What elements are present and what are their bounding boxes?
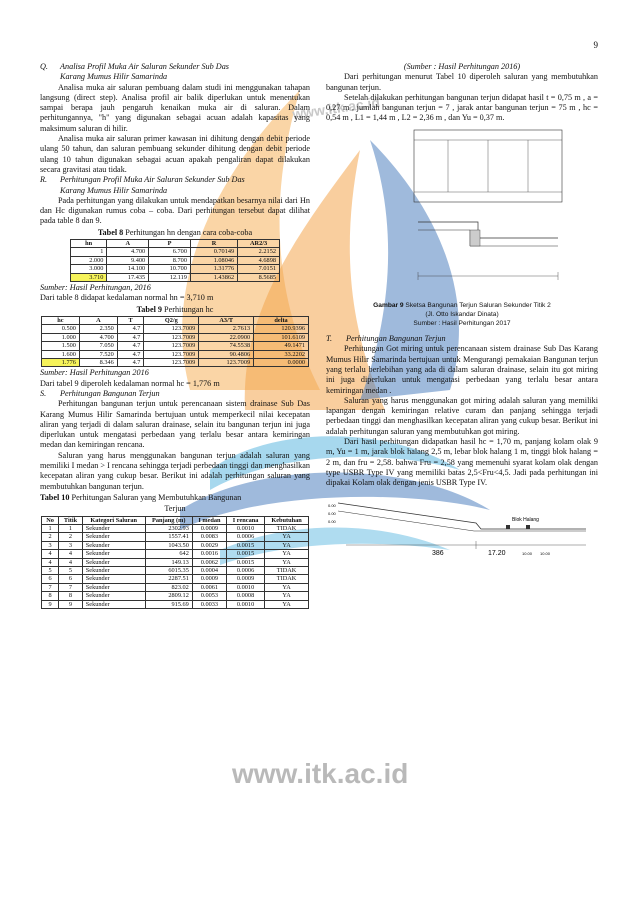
table-cell: 2 (42, 533, 59, 541)
table-cell: 123.7009 (144, 359, 199, 367)
table10-caption-line2: Terjun (164, 504, 186, 514)
right-column (326, 62, 598, 568)
header-cell: Kategori Saluran (82, 516, 145, 524)
table-cell: 0.0004 (192, 567, 226, 575)
figure9-caption-line2: (Jl. Otto Iskandar Dinata) (425, 311, 499, 319)
header-cell: P (149, 240, 191, 248)
table-row (42, 342, 309, 350)
table-cell: 823.02 (145, 583, 192, 591)
caption-text: Perhitungan Saluran yang Membutuhkan Bangunan (69, 492, 242, 502)
table-row (42, 600, 309, 608)
table-cell: 0.0009 (227, 575, 265, 583)
table-cell: YA (265, 600, 309, 608)
table-cell: Sekunder (82, 575, 145, 583)
table-cell: Sekunder (82, 592, 145, 600)
table-row (71, 265, 280, 273)
blok-halang-label: Blok Halang (512, 516, 539, 523)
section-title-cont: Karang Mumus Hilir Samarinda (60, 185, 168, 195)
table-header-row (42, 316, 309, 324)
table-cell: 2.2152 (238, 248, 280, 256)
table-cell: 4.7 (117, 359, 144, 367)
table-cell: Sekunder (82, 550, 145, 558)
table-cell: 10.700 (149, 265, 191, 273)
table-row (71, 273, 280, 281)
header-cell: Panjang (m) (145, 516, 192, 524)
table-cell: 2.7613 (199, 325, 254, 333)
caption-label: Tabel 10 (40, 492, 70, 502)
table-cell: 149.13 (145, 558, 192, 566)
table-cell: 4.7 (117, 342, 144, 350)
table-row (42, 550, 309, 558)
table-row (42, 524, 309, 532)
table8-result: Dari table 8 didapat kedalaman normal hn = 3,710 m (40, 293, 214, 303)
table-9 (41, 316, 309, 367)
table-cell: 642 (145, 550, 192, 558)
table-cell: 2287.51 (145, 575, 192, 583)
table-cell: 17.435 (107, 273, 149, 281)
table-cell: 3 (42, 541, 59, 549)
table-cell: 8.700 (149, 256, 191, 264)
section-title: Perhitungan Profil Muka Air Saluran Sekunder Sub Das (60, 175, 245, 185)
section-title: Perhitungan Bangunan Terjun (346, 334, 446, 344)
table-cell: 4.700 (79, 333, 117, 341)
header-cell: Q2/g (144, 316, 199, 324)
table9-caption (40, 305, 310, 315)
table-cell: 0.0061 (192, 583, 226, 591)
table-cell: 7.050 (79, 342, 117, 350)
table-cell: YA (265, 558, 309, 566)
table-cell: 4.7 (117, 325, 144, 333)
table9-source: Sumber: Hasil Perhitungan 2016 (40, 368, 149, 378)
table-cell: 0.0006 (227, 567, 265, 575)
chute-profile (338, 503, 586, 529)
table-cell: 4.7 (117, 333, 144, 341)
table-cell: 0.0000 (254, 359, 309, 367)
table-cell: 1.000 (42, 333, 80, 341)
caption-label: Tabel 8 (97, 227, 124, 237)
section-title-cont: Karang Mumus Hilir Samarinda (60, 72, 168, 82)
dimension-label: 17.20 (488, 549, 506, 557)
table-cell: 2 (59, 533, 83, 541)
table-cell: YA (265, 541, 309, 549)
table-cell: 120.9396 (254, 325, 309, 333)
caption-label: Gambar 9 (373, 302, 404, 310)
table-cell: 2.350 (79, 325, 117, 333)
paragraph: Setelah dilakukan perhitungan bangunan terjun didapat hasil t = 0,75 m , a = 0,27 m , jumlah bangunan terjun = 7 , jarak antar bangunan terjun = 75 m , hc = 0,54 m , L1 = 1,44 m , L2 = 2,36 m , dan Yu = 0,37 m. (326, 92, 598, 123)
table-cell: 9 (42, 600, 59, 608)
figure9-caption (326, 301, 598, 310)
table-cell: 0.0010 (227, 524, 265, 532)
page-number: 9 (593, 40, 598, 50)
elev-label: 0.00 (328, 502, 336, 508)
table-cell: 4 (42, 550, 59, 558)
section-label: T. (326, 334, 332, 344)
figure9-source: Sumber : Hasil Perhitungan 2017 (413, 320, 511, 328)
header-cell: R (190, 240, 237, 248)
table-cell: 7 (59, 583, 83, 591)
table-cell: 4 (59, 558, 83, 566)
table-cell: 0.0008 (227, 592, 265, 600)
table-row (42, 325, 309, 333)
section-label: R. (40, 175, 48, 185)
table-cell: 0.0009 (192, 575, 226, 583)
table-cell: Sekunder (82, 600, 145, 608)
watermark-url: www.itk.ac.id (232, 758, 409, 789)
table-cell: 123.7009 (144, 325, 199, 333)
section-title: Perhitungan Bangunan Terjun (60, 389, 160, 398)
table-cell: 0.500 (42, 325, 80, 333)
table-cell: 7.520 (79, 350, 117, 358)
paragraph: Dari perhitungan menurut Tabel 10 diperoleh saluran yang membutuhkan bangunan terjun. (326, 72, 598, 92)
table-cell: YA (265, 592, 309, 600)
header-cell: AR2/3 (238, 240, 280, 248)
table-cell: 1 (59, 524, 83, 532)
table-cell: 4.6898 (238, 256, 280, 264)
header-cell: A3/T (199, 316, 254, 324)
table-cell: 915.69 (145, 600, 192, 608)
table-cell: 8 (42, 592, 59, 600)
table-cell: 123.7009 (144, 350, 199, 358)
table-cell: Sekunder (82, 533, 145, 541)
dimension-label: 10.00 (522, 550, 533, 556)
paragraph: Saluran yang harus menggunakan bangunan terjun adalah saluran yang memiliki I medan > I rencana sehingga terjadi perbedaan tinggi dan menghasilkan kecepatan aliran yang cukup besar. Berikut ini adalah perhitungan saluran yang membutuhkan bangunan terjun. (40, 450, 310, 491)
header-cell: A (107, 240, 149, 248)
table-cell: TIDAK (265, 524, 309, 532)
table10-caption (40, 493, 310, 503)
paragraph: Analisa muka air saluran pembuang dalam studi ini menggunakan tahapan langsung (direct step). Analisa profil air balik diperlukan untuk menentukan sampai berapa jauh pengaruh kenaikan muka air di saluran. Dalam perhitungannya, "h" yang digunakan sebagai acuan adalah kapasitas yang maksimum saluran di hilir. (40, 82, 310, 133)
header-cell: Titik (59, 516, 83, 524)
section-label: S. (40, 389, 47, 398)
table-cell: 90.4806 (199, 350, 254, 358)
section-label: Q. (40, 62, 48, 71)
table-cell: 8 (59, 592, 83, 600)
table-cell: 1.31776 (190, 265, 237, 273)
table-cell: 7.0151 (238, 265, 280, 273)
header-cell: T (117, 316, 144, 324)
header-cell: hn (71, 240, 107, 248)
table-cell: 7 (42, 583, 59, 591)
table10-body (42, 524, 309, 608)
elev-label: 0.00 (328, 518, 336, 524)
table-row (42, 350, 309, 358)
table-cell: 0.0062 (192, 558, 226, 566)
paragraph: Dari hasil perhitungan didapatkan hasil hc = 1,70 m, panjang kolam olak 9 m, Yu = 1 m, jarak blok halang 2,5 m, lebar blok halang 1 m, tinggi blok halang = 2 m, dan fru = 2,58. bahwa Fru = 2,58 yang memenuhi syarat kolam olak dengan type USBR Type IV yang memiliki batas 2,5<Fru<4,5. Jadi pada perhitungan ini dipakai Kolam olak dengan jenis USBR Type IV. (326, 437, 598, 488)
table-row (42, 592, 309, 600)
table10-source: (Sumber : Hasil Perhitungan 2016) (403, 62, 521, 71)
watermark-url-top: www.itk.ac.id (291, 93, 381, 123)
table-cell: 0.0033 (192, 600, 226, 608)
table-10 (41, 516, 309, 609)
figure-10-stilling-basin (326, 493, 596, 565)
table-8 (70, 239, 280, 282)
table-cell: 6.700 (149, 248, 191, 256)
table-cell: 1.500 (42, 342, 80, 350)
table9-result: Dari tabel 9 diperoleh kedalaman normal hc = 1,776 m (40, 378, 220, 388)
table-cell: YA (265, 533, 309, 541)
table-cell: 3.000 (71, 265, 107, 273)
table-cell: 0.0010 (227, 600, 265, 608)
figure-9-sketch (408, 126, 568, 296)
elev-label: 0.00 (328, 510, 336, 516)
table-header-row (71, 240, 280, 248)
table-row (71, 256, 280, 264)
header-cell: hc (42, 316, 80, 324)
caption-text: Perhitungan hc (162, 304, 214, 314)
caption-label: Tabel 9 (136, 304, 162, 314)
table-cell: 1.600 (42, 350, 80, 358)
table-cell: 6015.35 (145, 567, 192, 575)
header-cell: A (79, 316, 117, 324)
table-cell: Sekunder (82, 583, 145, 591)
table-cell: 1 (71, 248, 107, 256)
table-cell: 0.70149 (190, 248, 237, 256)
paragraph: Saluran yang harus menggunakan got miring adalah saluran yang memiliki lapangan dengan kemiringan relative curam dan panjang sehingga terjadi perbedaan tinggi dan menghasilkan kecepatan aliran yang cukup besar. Berikut ini adalah perhitungan saluran yang membutuhkan got miring. (326, 395, 598, 436)
table-cell: 5 (42, 567, 59, 575)
table-row (42, 575, 309, 583)
paragraph: Perhitungan Got miring untuk perencanaan sistem drainase Sub Das Karang Mumus Hilir Samarinda bertujuan untuk Mengurangi pemakaian Bangunan terjun yang terlalu berlebihan yang ada di dalam saluran drainase, selain itu got miring ini juga diperlukan untuk mengatasi perbedaan yang terlalu besar antara kemiringan medan . (326, 344, 598, 395)
table-cell: 0.0083 (192, 533, 226, 541)
table-cell: 6 (42, 575, 59, 583)
table-cell: 8.5685 (238, 273, 280, 281)
paragraph: Pada perhitungan yang dilakukan untuk mendapatkan besarnya nilai dari Hn dan Hc digunakan rumus coba – coba. Dari perhitungan tersebut dapat dilihat pada table 8 dan 9. (40, 195, 310, 226)
table-cell: 123.7009 (199, 359, 254, 367)
table-cell: 2809.12 (145, 592, 192, 600)
header-cell: I rencana (227, 516, 265, 524)
table-cell: 4 (59, 550, 83, 558)
table-cell: 0.0016 (192, 550, 226, 558)
table-cell: Sekunder (82, 541, 145, 549)
table-cell-highlighted: 3.710 (71, 273, 107, 281)
table-cell-highlighted: 1.776 (42, 359, 80, 367)
table-row (42, 541, 309, 549)
table-row (42, 567, 309, 575)
table-row (42, 558, 309, 566)
table-row (42, 533, 309, 541)
header-cell: No (42, 516, 59, 524)
table-cell: 2302.93 (145, 524, 192, 532)
table-row (42, 359, 309, 367)
table-row (71, 248, 280, 256)
table-cell: 74.5538 (199, 342, 254, 350)
header-cell: delta (254, 316, 309, 324)
header-cell: I medan (192, 516, 226, 524)
table-cell: 0.0006 (227, 533, 265, 541)
table-cell: 101.6109 (254, 333, 309, 341)
header-cell: Kebutuhan (265, 516, 309, 524)
table-cell: 1557.41 (145, 533, 192, 541)
table8-source: Sumber: Hasil Perhitungan, 2016 (40, 283, 151, 293)
table-cell: YA (265, 583, 309, 591)
table-row (42, 333, 309, 341)
table-cell: 4.700 (107, 248, 149, 256)
table-cell: 123.7009 (144, 342, 199, 350)
table-cell: 123.7009 (144, 333, 199, 341)
table-cell: 49.1471 (254, 342, 309, 350)
table-cell: TIDAK (265, 567, 309, 575)
dimension-label: 386 (432, 549, 444, 557)
table-cell: 1043.50 (145, 541, 192, 549)
table-cell: 0.0015 (227, 550, 265, 558)
table-cell: 12.119 (149, 273, 191, 281)
table-cell: 0.0029 (192, 541, 226, 549)
table-cell: 6 (59, 575, 83, 583)
section-r-heading (40, 175, 310, 196)
paragraph: Analisa muka air saluran primer kawasan ini dihitung dengan debit periode ulang 50 tahun, dan saluran pembuang sekunder dihitung dengan debit periode ulang 10 tahun digunakan sebagai acuan apakah pengaliran dapat dilakukan secara gravitasi atau tidak. (40, 134, 310, 174)
table-cell: 0.0010 (227, 583, 265, 591)
table-header-row (42, 516, 309, 524)
section-title: Analisa Profil Muka Air Saluran Sekunder Sub Das (60, 62, 229, 71)
dimension-label: 10.00 (540, 550, 551, 556)
table-cell: Sekunder (82, 558, 145, 566)
table-cell: Sekunder (82, 567, 145, 575)
table-cell: 4.7 (117, 350, 144, 358)
section-t-heading (326, 334, 598, 344)
paragraph: Perhitungan bangunan terjun untuk perencanaan sistem drainase Sub Das Karang Mumus Hilir Samarinda bertujuan untuk memperkecil nilai kecepatan aliran yang terjadi di dalam saluran drainase, selain itu bangunan terjun ini juga diperlukan untuk mengatasi perbedaan yang terlalu besar antara kemiringan medan dan kemiringan rencana. (40, 399, 310, 450)
table-cell: 14.100 (107, 265, 149, 273)
caption-text: Perhitungan hn dengan cara coba-coba (123, 227, 253, 237)
left-column (40, 62, 310, 610)
table-cell: 5 (59, 567, 83, 575)
table-cell: 33.2202 (254, 350, 309, 358)
table-cell: 1.43862 (190, 273, 237, 281)
table8-caption (40, 228, 310, 238)
table-cell: 1.08046 (190, 256, 237, 264)
table-cell: 0.0009 (192, 524, 226, 532)
table-row (42, 583, 309, 591)
table-cell: 22.0900 (199, 333, 254, 341)
table-cell: 8.346 (79, 359, 117, 367)
table-cell: 9 (59, 600, 83, 608)
table-cell: 4 (42, 558, 59, 566)
caption-text: Sketsa Bangunan Terjun Saluran Sekunder Titik 2 (403, 302, 551, 310)
table-cell: 9.400 (107, 256, 149, 264)
table-cell: 0.0015 (227, 541, 265, 549)
table-cell: 2.000 (71, 256, 107, 264)
section-q-heading (40, 62, 310, 83)
table-cell: 3 (59, 541, 83, 549)
table-cell: Sekunder (82, 524, 145, 532)
section-s-heading (40, 389, 310, 399)
table-cell: 0.0015 (227, 558, 265, 566)
table-cell: YA (265, 550, 309, 558)
table-cell: 1 (42, 524, 59, 532)
table-cell: 0.0053 (192, 592, 226, 600)
table-cell: TIDAK (265, 575, 309, 583)
